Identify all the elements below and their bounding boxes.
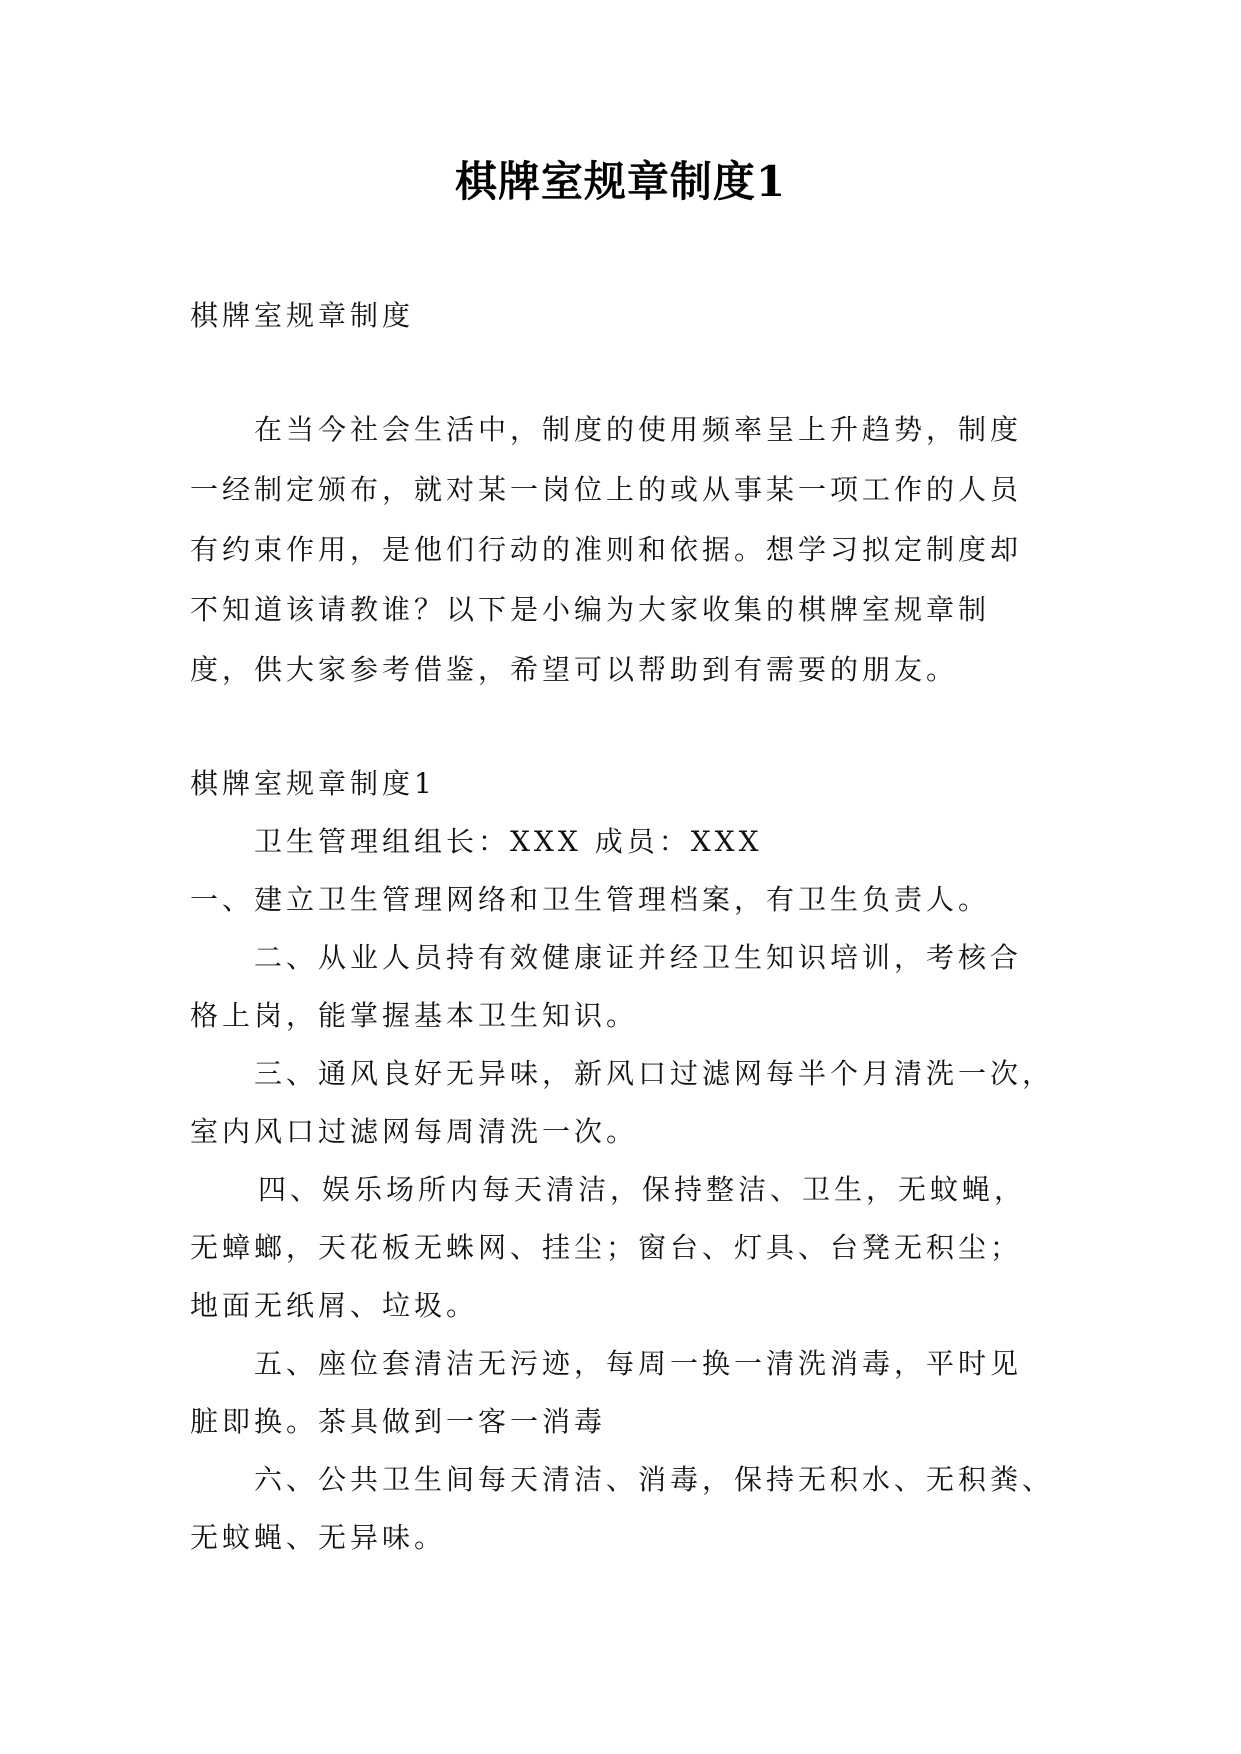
intro-line: 度，供大家参考借鉴，希望可以帮助到有需要的朋友。 [190,653,959,686]
intro-line: 在当今社会生活中，制度的使用频率呈上升趋势，制度 [254,413,1023,446]
intro-line: 不知道该请教谁？以下是小编为大家收集的棋牌室规章制 [190,593,991,626]
intro-line: 一经制定颁布，就对某一岗位上的或从事某一项工作的人员 [190,473,1023,506]
document-title: 棋牌室规章制度1 [454,157,787,206]
document-subtitle: 棋牌室规章制度 [190,299,415,332]
rules-line: 地面无纸屑、垃圾。 [190,1289,479,1322]
rules-line: 室内风口过滤网每周清洗一次。 [190,1115,639,1148]
intro-line: 有约束作用，是他们行动的准则和依据。想学习拟定制度却 [190,533,1023,566]
rules-line: 二、从业人员持有效健康证并经卫生知识培训，考核合 [254,941,1023,974]
rules-line: 三、通风良好无异味，新风口过滤网每半个月清洗一次， [254,1057,1055,1090]
rules-line: 六、公共卫生间每天清洁、消毒，保持无积水、无积粪、 [254,1463,1055,1496]
rules-line: 五、座位套清洁无污迹，每周一换一清洗消毒，平时见 [254,1347,1023,1380]
rules-line: 无蚊蝇、无异味。 [190,1521,447,1554]
section-heading: 棋牌室规章制度1 [190,767,436,800]
rules-line: 脏即换。茶具做到一客一消毒 [190,1405,607,1438]
rules-line: 卫生管理组组长：XXX 成员：XXX [254,825,763,858]
rules-line: 格上岗，能掌握基本卫生知识。 [190,999,639,1032]
rules-line: 四、娱乐场所内每天清洁，保持整洁、卫生，无蚊蝇， [258,1173,1027,1206]
rules-line: 一、建立卫生管理网络和卫生管理档案，有卫生负责人。 [190,883,991,916]
rules-line: 无蟑螂，天花板无蛛网、挂尘；窗台、灯具、台凳无积尘； [190,1231,1023,1264]
